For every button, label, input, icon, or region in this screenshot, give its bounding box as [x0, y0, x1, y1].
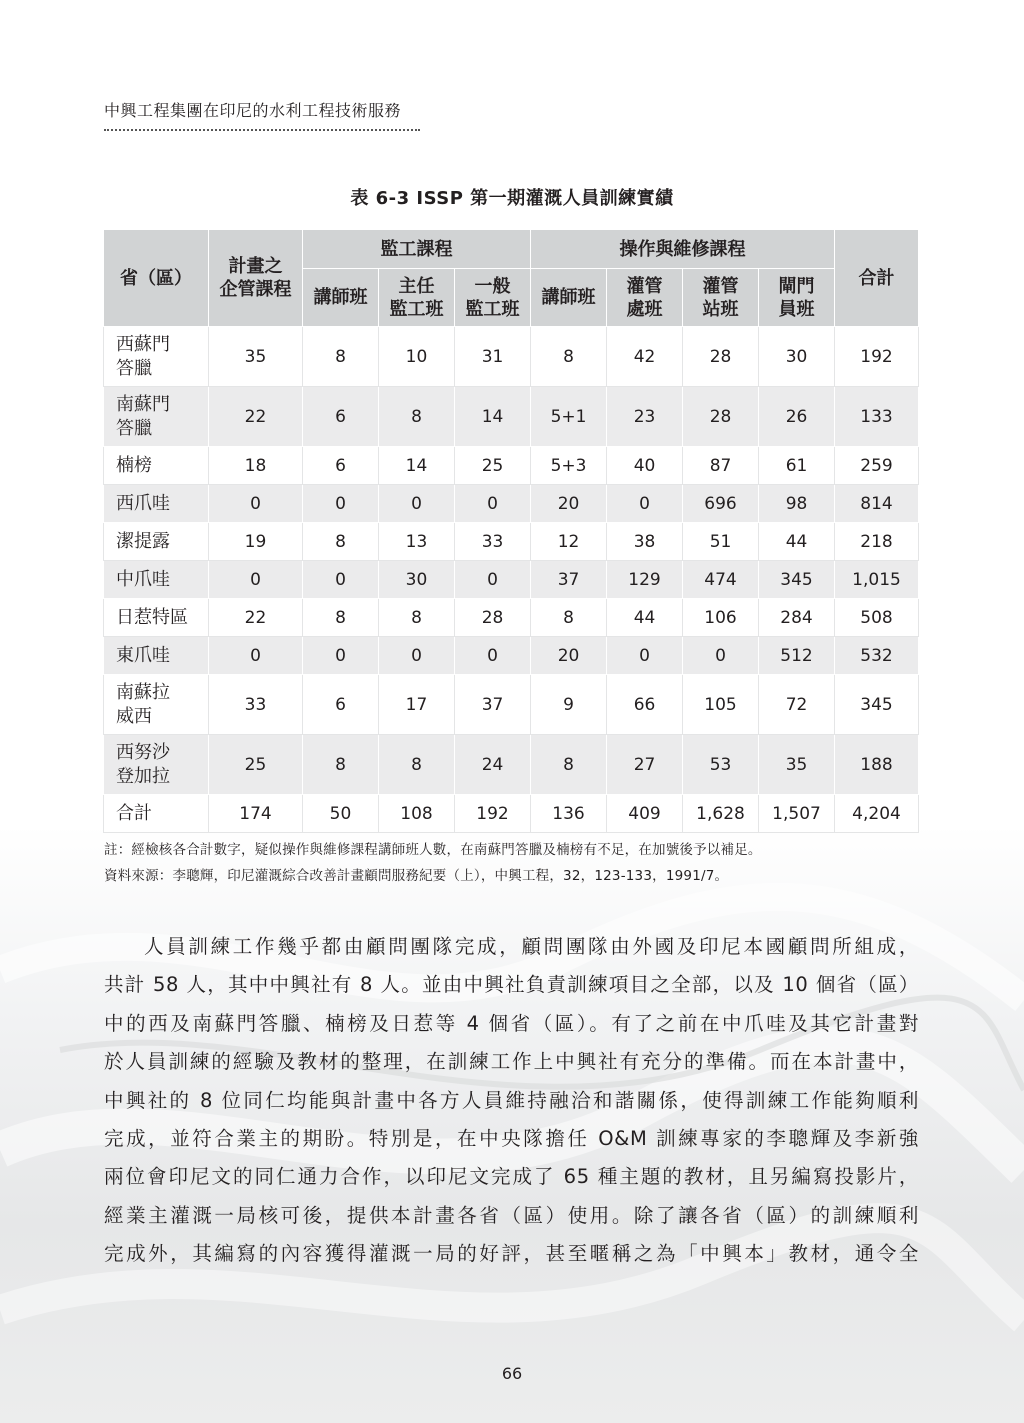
- value-cell: 218: [835, 523, 919, 561]
- page-number: 66: [501, 1364, 523, 1383]
- header-om-office: [607, 269, 683, 327]
- value-cell: 98: [759, 485, 835, 523]
- header-om-station: [683, 269, 759, 327]
- header-sup-chief-line2: 監工班: [389, 298, 444, 320]
- value-cell: 87: [683, 447, 759, 485]
- value-cell: 474: [683, 561, 759, 599]
- value-cell: 66: [607, 675, 683, 735]
- value-cell: 6: [303, 675, 379, 735]
- body-line: 人員訓練工作幾乎都由顧問團隊完成，顧問團隊由外國及印尼本國顧問所組成，: [144, 935, 919, 958]
- value-cell: 26: [759, 387, 835, 447]
- value-cell: 33: [209, 675, 303, 735]
- header-plan-mgmt: [209, 230, 303, 327]
- value-cell: 1,628: [683, 795, 759, 833]
- value-cell: 508: [835, 599, 919, 637]
- province-name-cell: [104, 485, 209, 523]
- value-cell: 22: [209, 599, 303, 637]
- table-row: [104, 795, 919, 833]
- value-cell: 8: [531, 599, 607, 637]
- value-cell: 532: [835, 637, 919, 675]
- value-cell: 8: [379, 599, 455, 637]
- value-cell: 14: [455, 387, 531, 447]
- province-name-line1: 潔提露: [116, 530, 170, 552]
- value-cell: 0: [303, 561, 379, 599]
- value-cell: 8: [531, 327, 607, 387]
- table-row: [104, 561, 919, 599]
- value-cell: 0: [209, 561, 303, 599]
- value-cell: 44: [759, 523, 835, 561]
- value-cell: 0: [455, 561, 531, 599]
- value-cell: 8: [303, 735, 379, 795]
- value-cell: 42: [607, 327, 683, 387]
- value-cell: 30: [759, 327, 835, 387]
- value-cell: 136: [531, 795, 607, 833]
- value-cell: 696: [683, 485, 759, 523]
- header-om-gate-line1: 閘門: [778, 275, 815, 297]
- body-line: 經業主灌溉一局核可後，提供本計畫各省（區）使用。除了讓各省（區）的訓練順利: [104, 1203, 919, 1227]
- value-cell: 0: [607, 637, 683, 675]
- value-cell: 4,204: [835, 795, 919, 833]
- value-cell: 10: [379, 327, 455, 387]
- value-cell: 0: [303, 485, 379, 523]
- table-row: [104, 327, 919, 387]
- header-supervision-group: 監工課程: [303, 230, 531, 269]
- header-total: 合計: [835, 230, 919, 327]
- table-row: [104, 387, 919, 447]
- table-title: 表 6-3 ISSP 第一期灌溉人員訓練實績: [350, 188, 674, 209]
- value-cell: 814: [835, 485, 919, 523]
- value-cell: 5+3: [531, 447, 607, 485]
- province-name-line1: 合計: [116, 802, 152, 824]
- value-cell: 20: [531, 637, 607, 675]
- value-cell: 9: [531, 675, 607, 735]
- value-cell: 38: [607, 523, 683, 561]
- value-cell: 0: [607, 485, 683, 523]
- value-cell: 259: [835, 447, 919, 485]
- value-cell: 133: [835, 387, 919, 447]
- value-cell: 0: [209, 485, 303, 523]
- province-name-line1: 日惹特區: [116, 606, 188, 628]
- value-cell: 8: [531, 735, 607, 795]
- province-name-cell: [104, 675, 209, 735]
- value-cell: 35: [209, 327, 303, 387]
- value-cell: 0: [455, 637, 531, 675]
- value-cell: 8: [379, 735, 455, 795]
- body-line: 兩位會印尼文的同仁通力合作，以印尼文完成了 65 種主題的教材，且另編寫投影片，: [104, 1165, 919, 1189]
- province-name-line2: 威西: [116, 705, 152, 727]
- value-cell: 44: [607, 599, 683, 637]
- value-cell: 25: [455, 447, 531, 485]
- value-cell: 50: [303, 795, 379, 833]
- value-cell: 129: [607, 561, 683, 599]
- province-name-line1: 西努沙: [116, 741, 170, 763]
- province-name-cell: [104, 561, 209, 599]
- province-name-cell: [104, 599, 209, 637]
- value-cell: 37: [531, 561, 607, 599]
- value-cell: 1,015: [835, 561, 919, 599]
- province-name-line1: 中爪哇: [116, 568, 170, 590]
- table-row: [104, 675, 919, 735]
- header-om-office-line2: 處班: [626, 298, 663, 320]
- body-line: 完成，並符合業主的期盼。特別是，在中央隊擔任 O&M 訓練專家的李聰輝及李新強: [104, 1127, 919, 1151]
- value-cell: 106: [683, 599, 759, 637]
- value-cell: 5+1: [531, 387, 607, 447]
- value-cell: 72: [759, 675, 835, 735]
- value-cell: 192: [455, 795, 531, 833]
- table-row: [104, 447, 919, 485]
- header-om-station-line2: 站班: [702, 298, 739, 320]
- header-sup-general: [455, 269, 531, 327]
- value-cell: 284: [759, 599, 835, 637]
- header-sup-general-line2: 監工班: [465, 298, 520, 320]
- province-name-line2: 答臘: [116, 417, 152, 439]
- value-cell: 0: [209, 637, 303, 675]
- value-cell: 0: [303, 637, 379, 675]
- value-cell: 24: [455, 735, 531, 795]
- value-cell: 28: [455, 599, 531, 637]
- province-name-cell: [104, 523, 209, 561]
- value-cell: 409: [607, 795, 683, 833]
- body-line: 中的西及南蘇門答臘、楠榜及日惹等 4 個省（區）。有了之前在中爪哇及其它計畫對: [104, 1011, 919, 1035]
- running-header: 中興工程集團在印尼的水利工程技術服務: [104, 98, 420, 131]
- table-row: [104, 735, 919, 795]
- province-name-line1: 南蘇拉: [116, 681, 170, 703]
- value-cell: 33: [455, 523, 531, 561]
- value-cell: 108: [379, 795, 455, 833]
- header-sup-instructor: 講師班: [303, 269, 379, 327]
- value-cell: 174: [209, 795, 303, 833]
- province-name-line1: 西爪哇: [116, 492, 170, 514]
- value-cell: 0: [683, 637, 759, 675]
- value-cell: 192: [835, 327, 919, 387]
- province-name-cell: [104, 387, 209, 447]
- header-om-group: 操作與維修課程: [531, 230, 835, 269]
- value-cell: 28: [683, 327, 759, 387]
- header-om-office-line1: 灌管: [626, 275, 663, 297]
- value-cell: 51: [683, 523, 759, 561]
- value-cell: 12: [531, 523, 607, 561]
- value-cell: 19: [209, 523, 303, 561]
- value-cell: 1,507: [759, 795, 835, 833]
- value-cell: 6: [303, 447, 379, 485]
- value-cell: 18: [209, 447, 303, 485]
- value-cell: 17: [379, 675, 455, 735]
- table-row: [104, 599, 919, 637]
- header-om-station-line1: 灌管: [702, 275, 739, 297]
- value-cell: 20: [531, 485, 607, 523]
- value-cell: 8: [303, 599, 379, 637]
- table-note: 註：經檢核各合計數字，疑似操作與維修課程講師班人數，在南蘇門答臘及楠榜有不足，在加號後予以補足。: [104, 842, 762, 858]
- value-cell: 53: [683, 735, 759, 795]
- value-cell: 512: [759, 637, 835, 675]
- value-cell: 61: [759, 447, 835, 485]
- value-cell: 27: [607, 735, 683, 795]
- value-cell: 6: [303, 387, 379, 447]
- province-name-line1: 楠榜: [116, 454, 152, 476]
- value-cell: 25: [209, 735, 303, 795]
- value-cell: 37: [455, 675, 531, 735]
- value-cell: 30: [379, 561, 455, 599]
- header-plan-mgmt-line1: 計畫之: [228, 256, 283, 277]
- body-line: 於人員訓練的經驗及教材的整理，在訓練工作上中興社有充分的準備。而在本計畫中，: [104, 1050, 919, 1074]
- header-plan-mgmt-line2: 企管課程: [219, 279, 292, 300]
- province-name-line1: 西蘇門: [116, 333, 170, 355]
- value-cell: 35: [759, 735, 835, 795]
- province-name-cell: [104, 327, 209, 387]
- table-body: [104, 327, 919, 833]
- province-name-line2: 登加拉: [116, 765, 170, 787]
- body-line: 中興社的 8 位同仁均能與計畫中各方人員維持融洽和諧關係，使得訓練工作能夠順利: [104, 1088, 919, 1112]
- value-cell: 23: [607, 387, 683, 447]
- header-province: 省（區）: [104, 230, 209, 327]
- table-source: 資料來源：李聰輝，印尼灌溉綜合改善計畫顧問服務紀要（上），中興工程，32，123-133，1991/7。: [104, 868, 729, 884]
- header-om-gate: [759, 269, 835, 327]
- value-cell: 13: [379, 523, 455, 561]
- header-sup-chief-line1: 主任: [398, 275, 435, 297]
- training-results-table: [103, 229, 919, 833]
- province-name-cell: [104, 637, 209, 675]
- province-name-line2: 答臘: [116, 357, 152, 379]
- province-name-line1: 南蘇門: [116, 393, 170, 415]
- header-sup-general-line1: 一般: [474, 275, 511, 297]
- body-line: 共計 58 人，其中中興社有 8 人。並由中興社負責訓練項目之全部，以及 10 個省（區）: [104, 973, 919, 997]
- value-cell: 22: [209, 387, 303, 447]
- header-om-gate-line2: 員班: [778, 298, 815, 320]
- value-cell: 345: [759, 561, 835, 599]
- province-name-cell: [104, 795, 209, 833]
- province-name-line1: 東爪哇: [116, 644, 170, 666]
- header-om-instructor: 講師班: [531, 269, 607, 327]
- table-row: [104, 523, 919, 561]
- value-cell: 0: [379, 637, 455, 675]
- value-cell: 0: [455, 485, 531, 523]
- body-line: 完成外，其編寫的內容獲得灌溉一局的好評，甚至暱稱之為「中興本」教材，通令全: [104, 1242, 919, 1266]
- value-cell: 14: [379, 447, 455, 485]
- province-name-cell: [104, 735, 209, 795]
- table-row: [104, 485, 919, 523]
- value-cell: 8: [303, 327, 379, 387]
- value-cell: 8: [303, 523, 379, 561]
- table-row: [104, 637, 919, 675]
- value-cell: 31: [455, 327, 531, 387]
- value-cell: 345: [835, 675, 919, 735]
- value-cell: 8: [379, 387, 455, 447]
- value-cell: 105: [683, 675, 759, 735]
- province-name-cell: [104, 447, 209, 485]
- value-cell: 0: [379, 485, 455, 523]
- value-cell: 28: [683, 387, 759, 447]
- value-cell: 188: [835, 735, 919, 795]
- body-paragraph: [104, 928, 919, 1274]
- header-sup-chief: [379, 269, 455, 327]
- value-cell: 40: [607, 447, 683, 485]
